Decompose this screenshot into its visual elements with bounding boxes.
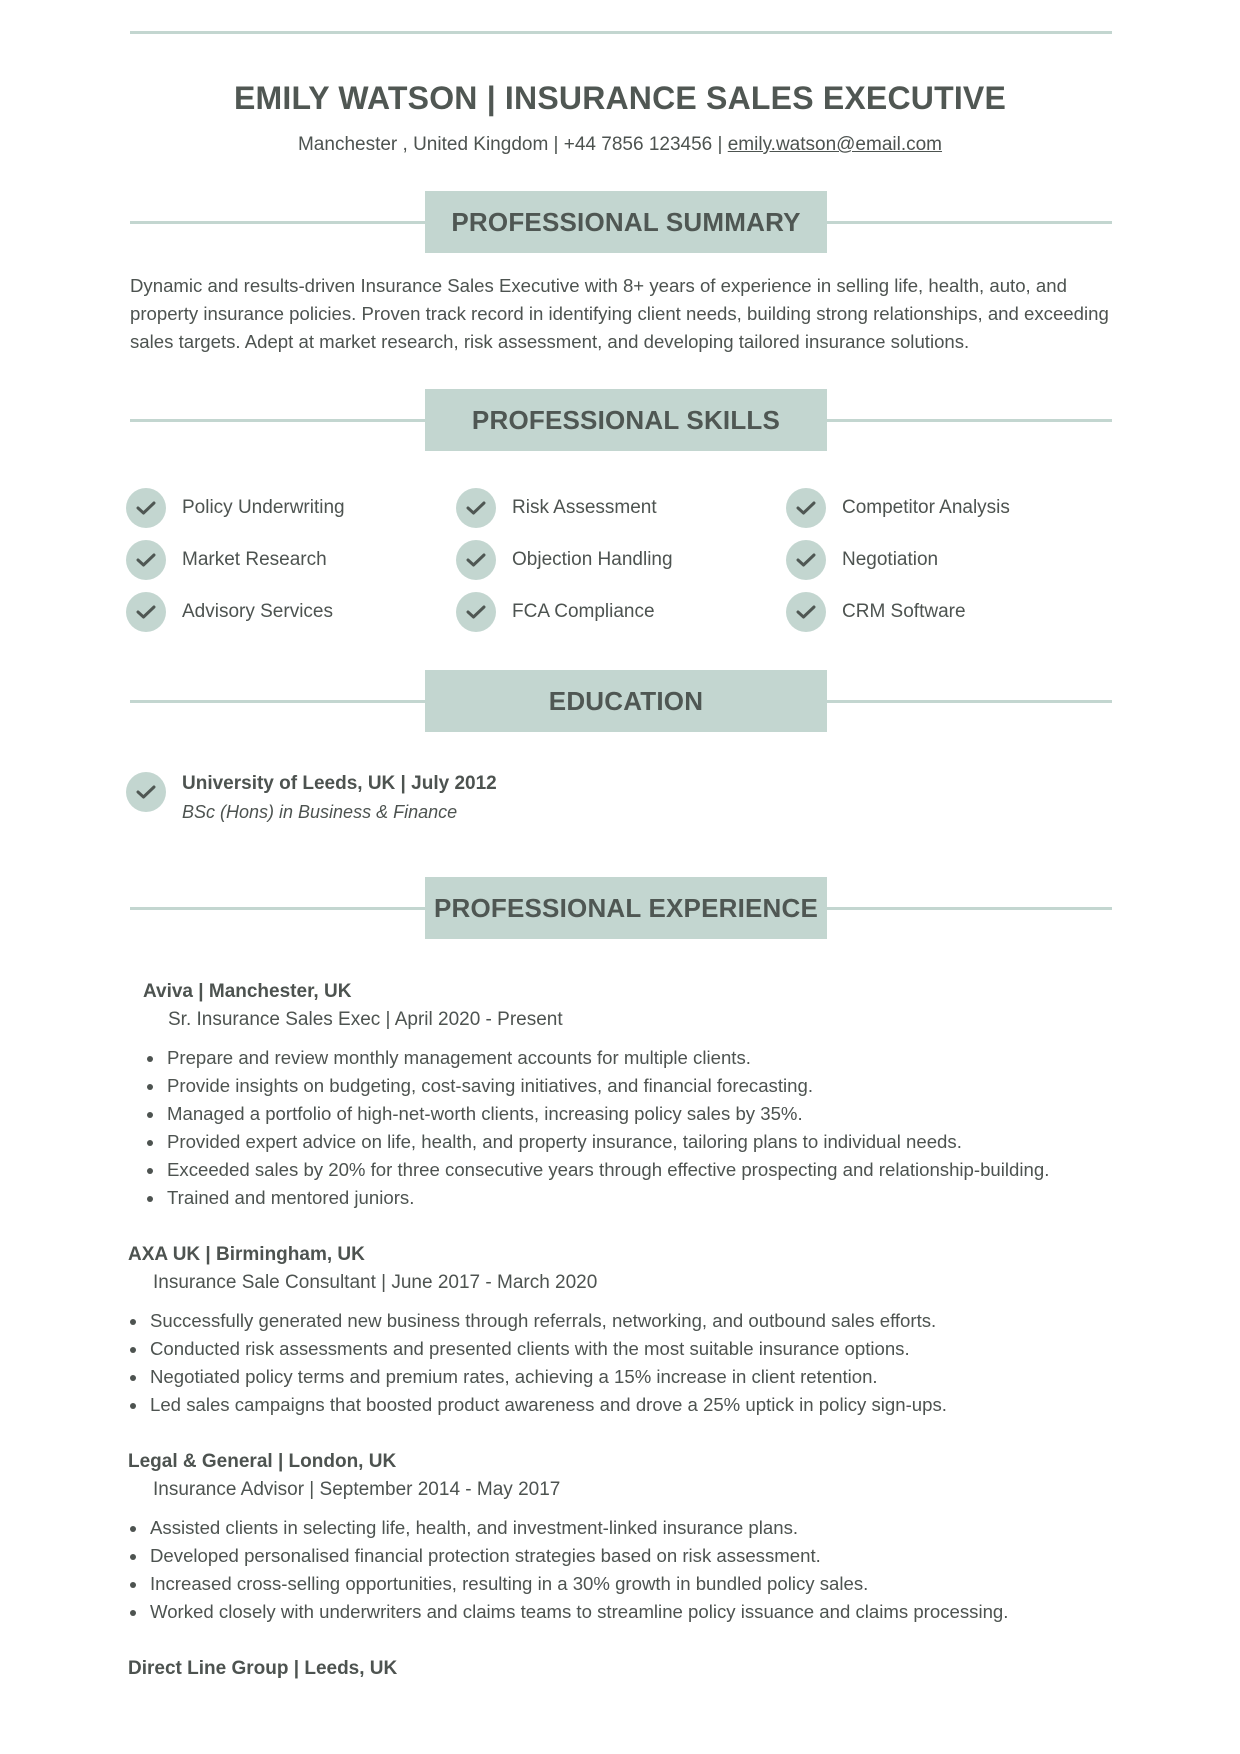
skill-label: Competitor Analysis bbox=[842, 497, 1010, 518]
skill-label: Policy Underwriting bbox=[182, 497, 345, 518]
list-item: Negotiated policy terms and premium rates, achieving a 15% increase in client retention. bbox=[128, 1363, 947, 1391]
list-item: Conducted risk assessments and presented clients with the most suitable insurance options. bbox=[128, 1335, 947, 1363]
job-entry-aviva bbox=[143, 978, 1049, 1212]
list-item: Developed personalised financial protection strategies based on risk assessment. bbox=[128, 1542, 1008, 1570]
education-title: University of Leeds, UK | July 2012 bbox=[182, 773, 497, 794]
list-item: Increased cross-selling opportunities, resulting in a 30% growth in bundled policy sales. bbox=[128, 1570, 1008, 1598]
skill-item bbox=[786, 540, 1116, 580]
list-item: Led sales campaigns that boosted product awareness and drove a 25% uptick in policy sign-ups. bbox=[128, 1391, 947, 1419]
skill-item bbox=[456, 540, 786, 580]
section-header-experience bbox=[130, 877, 1112, 939]
top-divider bbox=[130, 31, 1112, 34]
skill-label: FCA Compliance bbox=[512, 601, 655, 622]
job-bullets bbox=[128, 1307, 947, 1419]
job-role: Insurance Sale Consultant | June 2017 - March 2020 bbox=[153, 1272, 598, 1293]
job-company: AXA UK | Birmingham, UK bbox=[128, 1244, 365, 1265]
list-item: Worked closely with underwriters and claims teams to streamline policy issuance and claims processing. bbox=[128, 1598, 1008, 1626]
section-title-education: EDUCATION bbox=[425, 670, 827, 732]
check-icon bbox=[126, 592, 166, 632]
education-entry bbox=[126, 770, 497, 826]
list-item: Trained and mentored juniors. bbox=[145, 1184, 1049, 1212]
section-header-summary bbox=[130, 191, 1112, 253]
job-company: Legal & General | London, UK bbox=[128, 1451, 397, 1472]
location-phone: Manchester , United Kingdom | +44 7856 123456 | bbox=[297, 134, 728, 155]
skill-label: Risk Assessment bbox=[512, 497, 657, 518]
job-company: Aviva | Manchester, UK bbox=[143, 981, 352, 1002]
skill-label: Negotiation bbox=[842, 549, 939, 570]
education-degree: BSc (Hons) in Business & Finance bbox=[182, 802, 458, 822]
job-bullets bbox=[145, 1044, 1049, 1212]
skill-label: Objection Handling bbox=[512, 549, 673, 570]
section-header-education bbox=[130, 670, 1112, 732]
job-company: Direct Line Group | Leeds, UK bbox=[128, 1658, 398, 1679]
check-icon bbox=[786, 540, 826, 580]
skill-item bbox=[786, 592, 1116, 632]
check-icon bbox=[786, 488, 826, 528]
job-entry-legal-general bbox=[128, 1448, 1008, 1626]
check-icon bbox=[126, 540, 166, 580]
name-title: EMILY WATSON | INSURANCE SALES EXECUTIVE bbox=[233, 80, 1007, 116]
section-header-skills bbox=[130, 389, 1112, 451]
skill-item bbox=[456, 488, 786, 528]
check-icon bbox=[456, 592, 496, 632]
contact-line bbox=[0, 134, 1240, 156]
list-item: Assisted clients in selecting life, health, and investment-linked insurance plans. bbox=[128, 1514, 1008, 1542]
job-bullets bbox=[128, 1514, 1008, 1626]
section-title-skills: PROFESSIONAL SKILLS bbox=[425, 389, 827, 451]
list-item: Provided expert advice on life, health, and property insurance, tailoring plans to individual needs. bbox=[145, 1128, 1049, 1156]
check-icon bbox=[456, 540, 496, 580]
skills-grid bbox=[126, 488, 1116, 632]
education-text bbox=[182, 770, 497, 826]
section-title-summary: PROFESSIONAL SUMMARY bbox=[425, 191, 827, 253]
check-icon bbox=[786, 592, 826, 632]
job-role: Sr. Insurance Sales Exec | April 2020 - Present bbox=[168, 1009, 563, 1030]
skill-item bbox=[126, 592, 456, 632]
section-title-experience: PROFESSIONAL EXPERIENCE bbox=[425, 877, 827, 939]
list-item: Exceeded sales by 20% for three consecutive years through effective prospecting and relationship-building. bbox=[145, 1156, 1049, 1184]
list-item: Provide insights on budgeting, cost-saving initiatives, and financial forecasting. bbox=[145, 1072, 1049, 1100]
check-icon bbox=[126, 772, 166, 812]
skill-label: Market Research bbox=[182, 549, 327, 570]
skill-label: CRM Software bbox=[842, 601, 966, 622]
skill-item bbox=[126, 540, 456, 580]
check-icon bbox=[126, 488, 166, 528]
skill-item bbox=[786, 488, 1116, 528]
skill-label: Advisory Services bbox=[182, 601, 333, 622]
list-item: Managed a portfolio of high-net-worth clients, increasing policy sales by 35%. bbox=[145, 1100, 1049, 1128]
job-role: Insurance Advisor | September 2014 - May 2017 bbox=[153, 1479, 561, 1500]
job-entry-axa bbox=[128, 1241, 947, 1419]
list-item: Prepare and review monthly management accounts for multiple clients. bbox=[145, 1044, 1049, 1072]
skill-item bbox=[456, 592, 786, 632]
summary-text: Dynamic and results-driven Insurance Sales Executive with 8+ years of experience in selling life, health, auto, and property insurance policies. Proven track record in identifying client needs, building strong relationships, and exceeding sales targets. Adept at market research, risk assessment, and developing tailored insurance solutions. bbox=[130, 275, 1109, 352]
email-link[interactable]: emily.watson@email.com bbox=[727, 134, 943, 155]
job-entry-direct-line bbox=[128, 1655, 397, 1683]
skill-item bbox=[126, 488, 456, 528]
check-icon bbox=[456, 488, 496, 528]
list-item: Successfully generated new business through referrals, networking, and outbound sales efforts. bbox=[128, 1307, 947, 1335]
